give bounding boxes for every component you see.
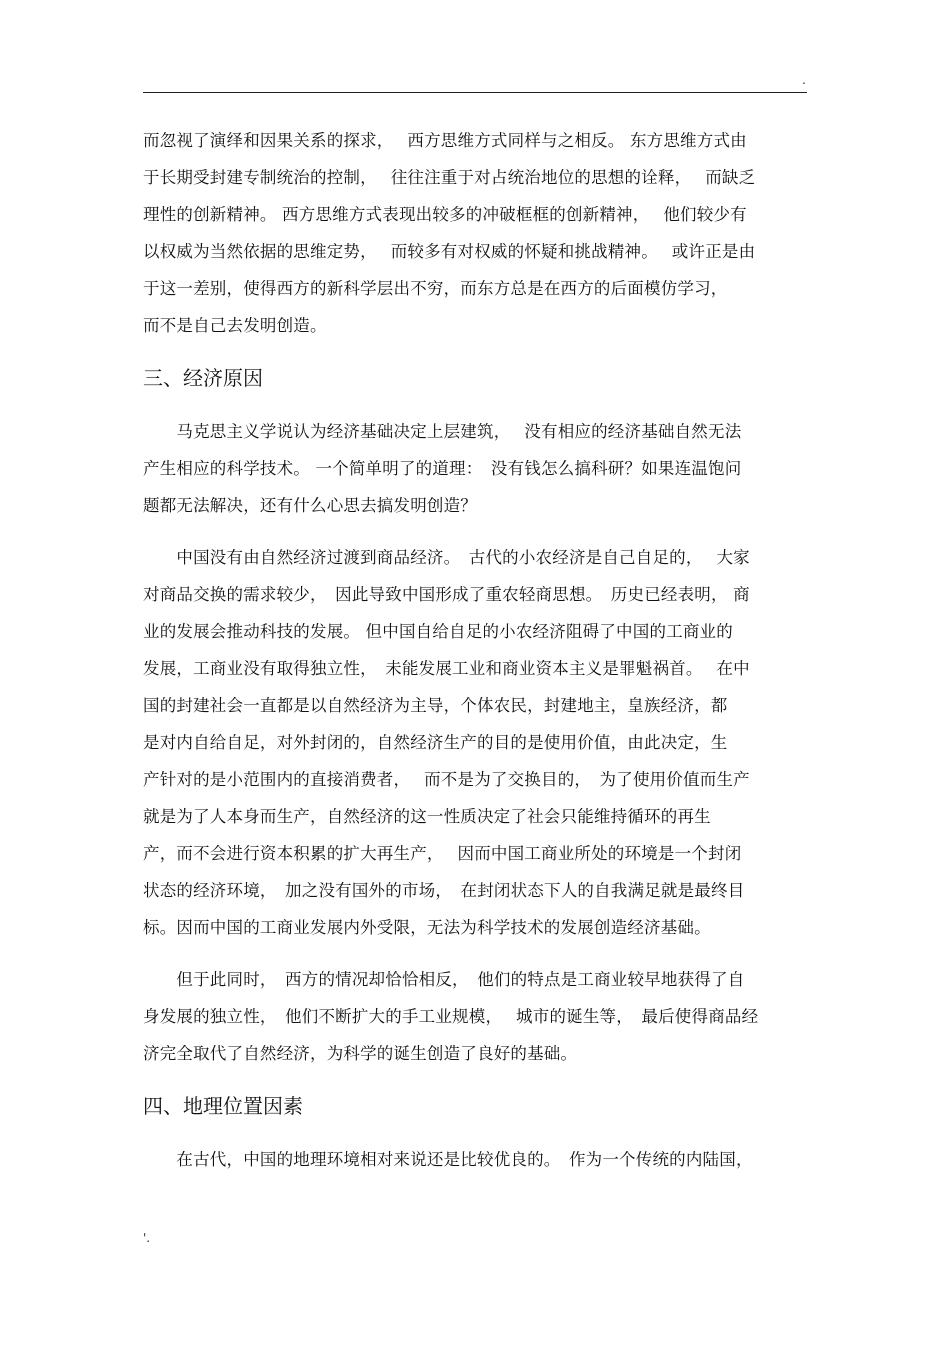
text-line: 身发展的独立性， 他们不断扩大的手工业规模， 城市的诞生等， 最后使得商品经	[143, 1007, 759, 1026]
text-line: 产生相应的科学技术。 一个简单明了的道理： 没有钱怎么搞科研？如果连温饱问	[143, 459, 742, 478]
section-heading-economic: 三、经济原因	[143, 366, 263, 390]
text-line: 而不是自己去发明创造。	[143, 316, 327, 335]
header-rule	[143, 92, 807, 93]
text-line: 在古代，中国的地理环境相对来说还是比较优良的。 作为一个传统的内陆国，	[143, 1150, 753, 1169]
header-mark: .	[802, 73, 806, 87]
text-line: 就是为了人本身而生产，自然经济的这一性质决定了社会只能维持循环的再生	[143, 807, 711, 826]
text-line: 但于此同时， 西方的情况却恰恰相反， 他们的特点是工商业较早地获得了自	[143, 970, 745, 989]
text-line: 业的发展会推动科技的发展。 但中国自给自足的小农经济阻碍了中国的工商业的	[143, 622, 733, 641]
text-line: 而忽视了演绎和因果关系的探求， 西方思维方式同样与之相反。 东方思维方式由	[143, 131, 747, 150]
section-heading-geography: 四、地理位置因素	[143, 1094, 303, 1118]
text-line: 状态的经济环境， 加之没有国外的市场， 在封闭状态下人的自我满足就是最终目	[143, 881, 745, 900]
text-line: 国的封建社会一直都是以自然经济为主导，个体农民，封建地主，皇族经济，都	[143, 696, 728, 715]
text-line: 题都无法解决，还有什么心思去搞发明创造？	[143, 496, 477, 515]
paragraph	[143, 1141, 807, 1178]
text-line: 于长期受封建专制统治的控制， 往往注重于对占统治地位的思想的诠释， 而缺乏	[143, 168, 756, 187]
text-line: 理性的创新精神。 西方思维方式表现出较多的冲破框框的创新精神， 他们较少有	[143, 205, 747, 224]
text-line: 以权威为当然依据的思维定势， 而较多有对权威的怀疑和挑战精神。 或许正是由	[143, 242, 756, 261]
text-line: 济完全取代了自然经济，为科学的诞生创造了良好的基础。	[143, 1044, 578, 1063]
footer-mark: '.	[143, 1231, 151, 1245]
text-line: 对商品交换的需求较少， 因此导致中国形成了重农轻商思想。 历史已经表明， 商	[143, 585, 750, 604]
text-line: 产针对的是小范围内的直接消费者， 而不是为了交换目的， 为了使用价值而生产	[143, 770, 750, 789]
text-line: 于这一差别，使得西方的新科学层出不穷，而东方总是在西方的后面模仿学习，	[143, 279, 728, 298]
text-line: 马克思主义学说认为经济基础决定上层建筑， 没有相应的经济基础自然无法	[143, 422, 742, 441]
text-line: 标。因而中国的工商业发展内外受限，无法为科学技术的发展创造经济基础。	[143, 918, 711, 937]
text-line: 发展，工商业没有取得独立性， 未能发展工业和商业资本主义是罪魁祸首。 在中	[143, 659, 750, 678]
text-line: 是对内自给自足，对外封闭的，自然经济生产的目的是使用价值，由此决定，生	[143, 733, 728, 752]
paragraph	[143, 539, 807, 946]
paragraph-continued	[143, 122, 807, 344]
paragraph	[143, 961, 807, 1072]
document-body	[143, 122, 807, 1193]
paragraph	[143, 413, 807, 524]
text-line: 产，而不会进行资本积累的扩大再生产， 因而中国工商业所处的环境是一个封闭	[143, 844, 742, 863]
text-line: 中国没有由自然经济过渡到商品经济。 古代的小农经济是自己自足的， 大家	[143, 548, 750, 567]
